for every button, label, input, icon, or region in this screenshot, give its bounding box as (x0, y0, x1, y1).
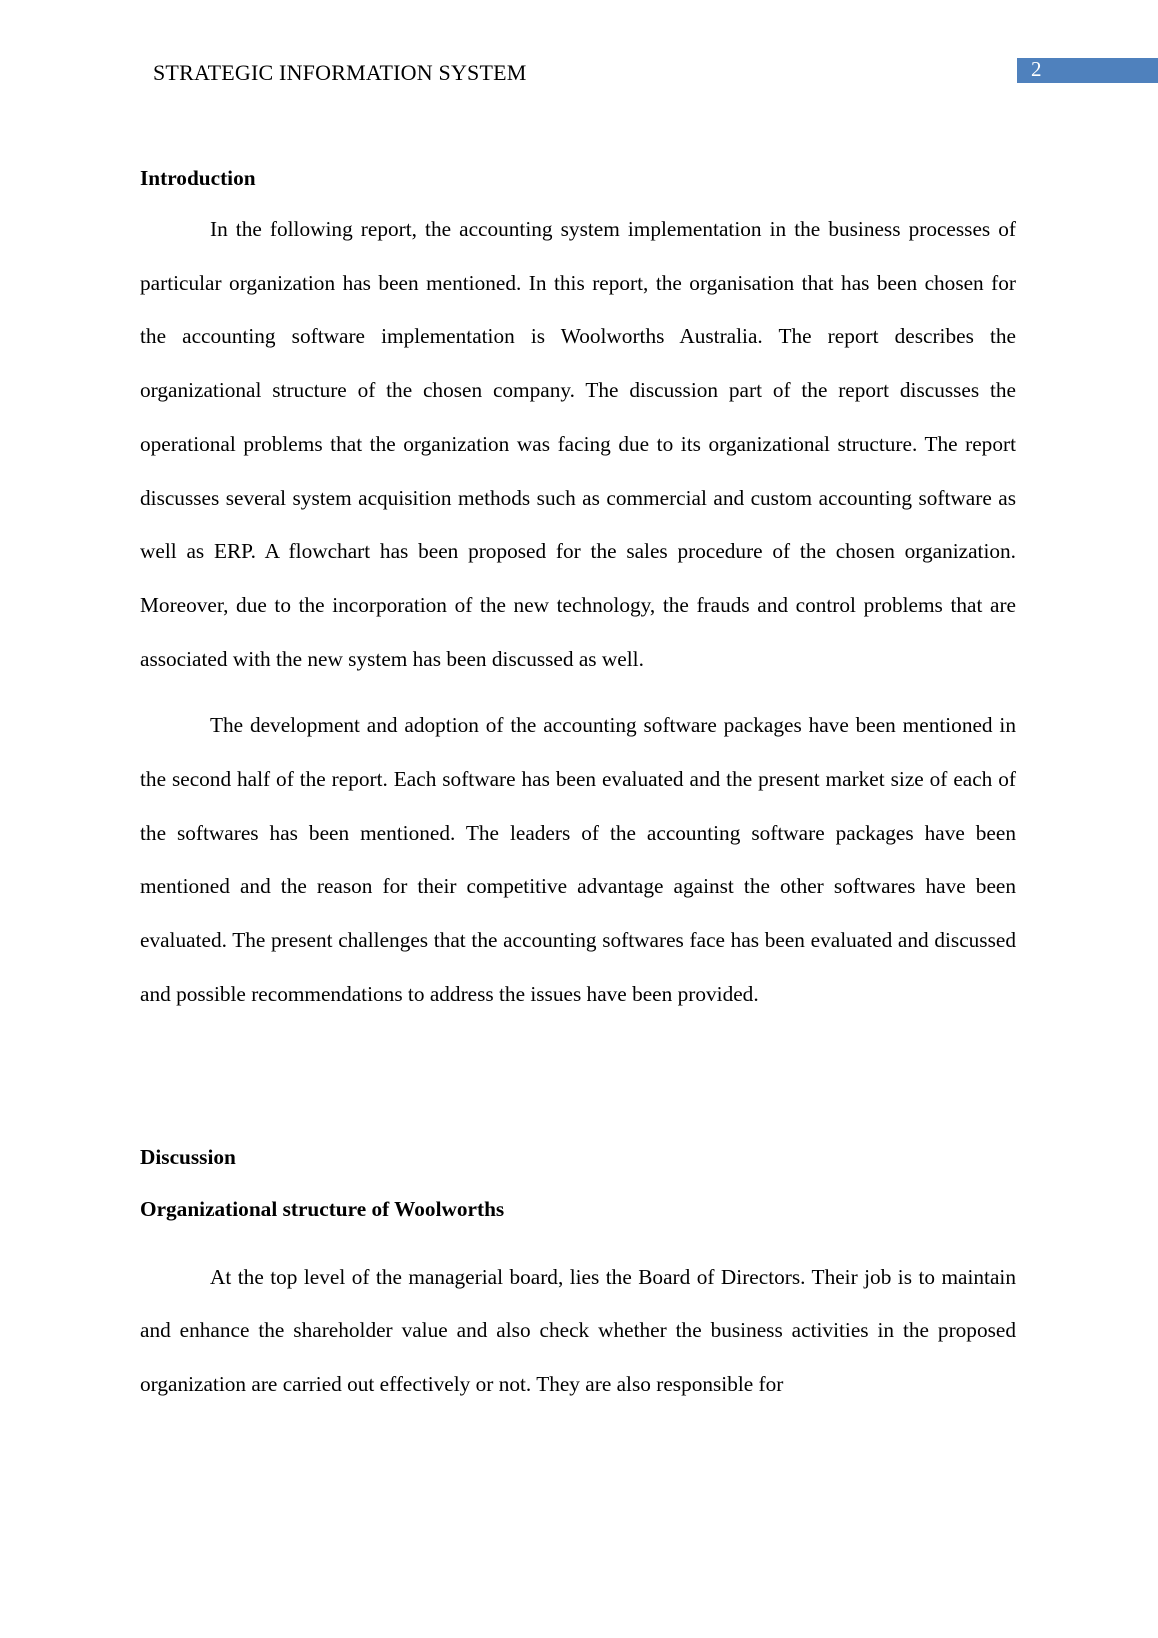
introduction-heading: Introduction (140, 166, 256, 190)
document-body (140, 163, 1016, 1412)
organizational-structure-subheading: Organizational structure of Woolworths (140, 1196, 505, 1221)
running-header-title: STRATEGIC INFORMATION SYSTEM (153, 60, 527, 85)
page-number: 2 (1031, 57, 1042, 81)
introduction-paragraph-1: In the following report, the accounting system implementation in the business processes of particular organization has been mentioned. In this report, the organisation that has been chosen for the accounting software implementation is Woolworths Australia. The report describes the organizational structure of the chosen company. The discussion part of the report discusses the operational problems that the organization was facing due to its organizational structure. The report discusses several system acquisition methods such as commercial and custom accounting software as well as ERP. A flowchart has been proposed for the sales procedure of the chosen organization. Moreover, due to the incorporation of the new technology, the frauds and control problems that are associated with the new system has been discussed as well. (140, 217, 1016, 671)
discussion-heading: Discussion (140, 1144, 236, 1169)
discussion-paragraph-1: At the top level of the managerial board, lies the Board of Directors. Their job is to maintain and enhance the shareholder value and also check whether the business activities in the proposed organization are carried out effectively or not. They are also responsible for (140, 1264, 1016, 1396)
page-number-badge (1017, 58, 1158, 83)
introduction-paragraph-2: The development and adoption of the accounting software packages have been mentioned in the second half of the report. Each software has been evaluated and the present market size of each of the softwares has been mentioned. The leaders of the accounting software packages have been mentioned and the reason for their competitive advantage against the other softwares have been evaluated. The present challenges that the accounting softwares face has been evaluated and discussed and possible recommendations to address the issues have been provided. (140, 713, 1016, 1006)
